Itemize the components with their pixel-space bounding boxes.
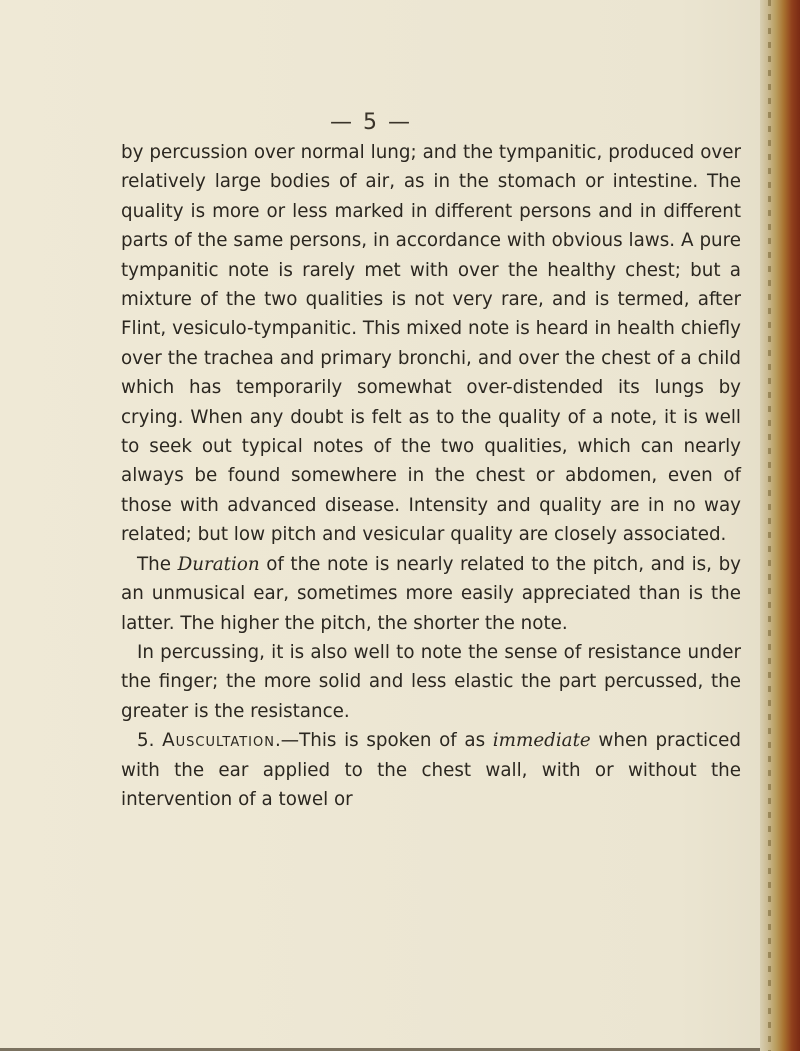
section-dash: .—This is spoken of as [274,730,493,752]
immediate-term: immediate [492,730,591,752]
body-text [121,138,741,814]
duration-term: Duration [177,553,260,575]
paragraph-resistance: In percussing, it is also well to note the sense of resistance under the finger; the more solid and less elastic the part percussed, the greater is the resistance. [121,641,741,722]
page-edge-binding [760,0,800,1051]
paragraph-percussion-quality: by percussion over normal lung; and the tympanitic, produced over relatively large bodies of air, as in the stomach or intestine. The quality is more or less marked in different persons and in different parts of the same persons, in accordance with obvious laws. A pure tympanitic note is rarely met with over the healthy chest; but a mixture of the two qualities is not very rare, and is termed, after Flint, vesiculo-tympanitic. This mixed note is heard in health chiefly over the trachea and primary bronchi, and over the chest of a child which has temporarily somewhat over-distended its lungs by crying. When any doubt is felt as to the quality of a note, it is well to seek out typical notes of the two qualities, which can nearly always be found somewhere in the chest or abdomen, even of those with advanced disease. Intensity and quality are in no way related; but low pitch and vesicular quality are closely associated. [121,142,741,546]
section-heading: Auscultation [162,730,275,752]
section-number: 5. [137,730,163,752]
paragraph-auscultation [121,726,741,814]
paragraph-rest: when practiced with the ear applied to the chest wall, with or without the intervention of a towel or [121,730,741,810]
paragraph-lead: The [137,553,178,575]
paragraph-duration [121,550,741,638]
page-number: — 5 — [330,110,412,135]
paragraph-rest: of the note is nearly related to the pitch, and is, by an unmusical ear, sometimes more easily appreciated than is the latter. The higher the pitch, the shorter the note. [121,553,742,634]
